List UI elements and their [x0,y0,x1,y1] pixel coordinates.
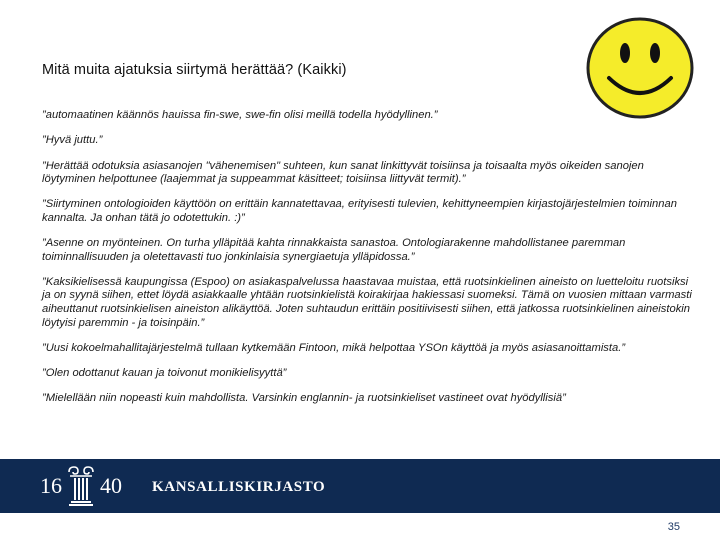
page-number: 35 [667,521,680,533]
quote-item: ”automaatinen käännös hauissa fin-swe, swe-fin olisi meillä todella hyödyllinen.” [42,109,438,121]
quote-item: ”Uusi kokoelmahallitajärjestelmä tullaan kytkemään Fintoon, mikä helpottaa YSOn käyttöä ja myös asiasanoittamista.” [42,341,626,354]
quote-item: ”Hyvä juttu.” [42,134,103,147]
quotes-list [42,109,692,417]
smiley-face-icon [585,16,695,120]
logo-year-left: 16 [40,473,62,498]
quote-item: ”Herättää odotuksia asiasanojen "vähenemisen" suhteen, kun sanat linkittyvät toisiinsa ja toisaalta myös oikeiden sanojen löytyminen helpottunee (laajemmat ja suppeammat käsitteet; toisiinsa liittyvät termit).” [42,159,644,186]
quote-item: ”Olen odottanut kauan ja toivonut monikielisyyttä” [42,366,287,379]
quote-item: ”Kaksikielisessä kaupungissa (Espoo) on asiakaspalvelussa haastavaa muistaa, että ruotsinkielinen aineisto on luetteloitu ruotsiksi ja on syynä siihen, ettet löydä asiakkaalle yhtään ruotsinkielistä koirakirjaa hakiessasi suomeksi. Tämä on vuosien mittaan varmasti aiheuttanut ruotsinkielisen aineiston alikäyttöä. Joten suhtaudun erittäin positiivisesti siihen, että jatkossa ruotsinkielinen aineistokin löytyisi paremmin - ja toisinpäin.” [42,275,692,329]
quote-item: ”Mielellään niin nopeasti kuin mahdollista. Varsinkin englannin- ja ruotsinkieliset vastineet ovat hyödyllisiä” [42,391,566,404]
slide-title: Mitä muita ajatuksia siirtymä herättää? (Kaikki) [42,62,347,78]
quote-item: ”Asenne on myönteinen. On turha ylläpitää kahta rinnakkaista sanastoa. Ontologiarakenne mahdollistanee paremman toiminnallisuuden ja oletettavasti tuo jonkinlaisia synergiaetuja ylläpidossa.” [42,237,626,263]
logo-year-right: 40 [100,473,122,498]
ionic-column-icon [66,466,96,506]
organization-name: KANSALLISKIRJASTO [152,479,326,495]
quote-item: ”Siirtyminen ontologioiden käyttöön on erittäin kannatettavaa, erityisesti tulevien, kehittyneempien kirjastojärjestelmien toiminnan kannalta. Ja onhan tätä jo odotettukin. :)” [42,198,677,224]
logo [40,466,122,506]
